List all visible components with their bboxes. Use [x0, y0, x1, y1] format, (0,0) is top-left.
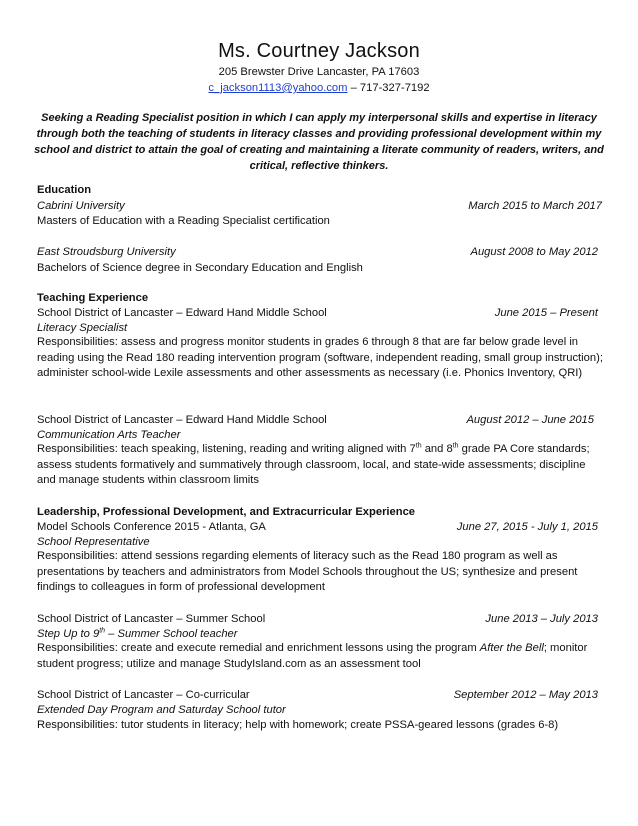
ordinal-suffix: th — [99, 627, 106, 635]
teaching-heading: Teaching Experience — [37, 292, 149, 304]
activity-role: School Representative — [37, 536, 150, 548]
program-name: After the Bell — [479, 642, 544, 654]
job-responsibilities — [37, 442, 603, 489]
activity-organization: School District of Lancaster – Co-curricular — [37, 689, 250, 701]
education-dates: August 2008 to May 2012 — [470, 246, 598, 258]
activity-role: Extended Day Program and Saturday School tutor — [37, 704, 286, 716]
job-responsibilities: Responsibilities: assess and progress monitor students in grades 6 through 8 that are far below grade level in reading using the Read 180 reading intervention program (software, independent reading, small group instruction); administer school-wide Lexile assessments and other assessments as necessary (i.e. Phonics Inventory, QRI) — [37, 336, 603, 380]
job-dates: August 2012 – June 2015 — [466, 414, 594, 426]
education-school: East Stroudsburg University — [37, 246, 176, 258]
candidate-name: Ms. Courtney Jackson — [218, 40, 420, 62]
activity-responsibilities: Responsibilities: tutor students in literacy; help with homework; create PSSA-geared lessons (grades 6-8) — [37, 719, 559, 731]
job-dates: June 2015 – Present — [494, 307, 598, 319]
ordinal-suffix: th — [452, 442, 459, 450]
activity-role — [37, 627, 238, 642]
activity-organization: School District of Lancaster – Summer School — [37, 613, 266, 625]
job-role: Communication Arts Teacher — [37, 429, 181, 441]
resp-text: ; monitor student progress; utilize and manage StudyIsland.com as an assessment tool — [37, 642, 588, 670]
activity-responsibilities: Responsibilities: attend sessions regarding elements of literacy such as the Read 180 program as well as presentations by teachers and administrators from Model Schools throughout the US; synthesize and present findings to colleagues in form of professional development — [37, 550, 578, 594]
resp-text: Responsibilities: create and execute remedial and enrichment lessons using the program — [37, 642, 480, 654]
resp-text: grade PA Core standards; assess students formatively and summatively through classroom, local, and state-wide assessments; discipline and manage students within classroom limits — [37, 443, 590, 487]
education-school: Cabrini University — [37, 200, 125, 212]
objective-statement: Seeking a Reading Specialist position in which I can apply my interpersonal skills and expertise in literacy through both the teaching of students in literacy classes and providing professional development within my school and district to attain the goal of creating and maintaining a literate community of readers, writers, and critical, reflective thinkers. — [34, 112, 604, 172]
phone: – 717-327-7192 — [347, 82, 430, 94]
resp-text: and 8 — [421, 443, 453, 455]
activity-dates: September 2012 – May 2013 — [453, 689, 598, 701]
ordinal-suffix: th — [415, 442, 422, 450]
activity-organization: Model Schools Conference 2015 - Atlanta, GA — [37, 521, 266, 533]
activity-responsibilities — [37, 641, 603, 672]
resp-text: Responsibilities: teach speaking, listening, reading and writing aligned with 7 — [37, 443, 416, 455]
education-degree: Bachelors of Science degree in Secondary Education and English — [37, 262, 363, 274]
activity-dates: June 27, 2015 - July 1, 2015 — [456, 521, 598, 533]
education-degree: Masters of Education with a Reading Specialist certification — [37, 215, 330, 227]
leadership-heading: Leadership, Professional Development, and Extracurricular Experience — [37, 506, 416, 518]
job-organization: School District of Lancaster – Edward Hand Middle School — [37, 414, 327, 426]
role-text: Step Up to 9 — [37, 628, 100, 640]
role-text: – Summer School teacher — [105, 628, 238, 640]
email-link[interactable]: c_jackson1113@yahoo.com — [208, 82, 348, 94]
address: 205 Brewster Drive Lancaster, PA 17603 — [218, 66, 420, 78]
contact-line — [0, 82, 638, 94]
education-heading: Education — [37, 184, 92, 196]
activity-dates: June 2013 – July 2013 — [485, 613, 598, 625]
job-organization: School District of Lancaster – Edward Hand Middle School — [37, 307, 327, 319]
education-dates: March 2015 to March 2017 — [468, 200, 602, 212]
job-role: Literacy Specialist — [37, 322, 128, 334]
